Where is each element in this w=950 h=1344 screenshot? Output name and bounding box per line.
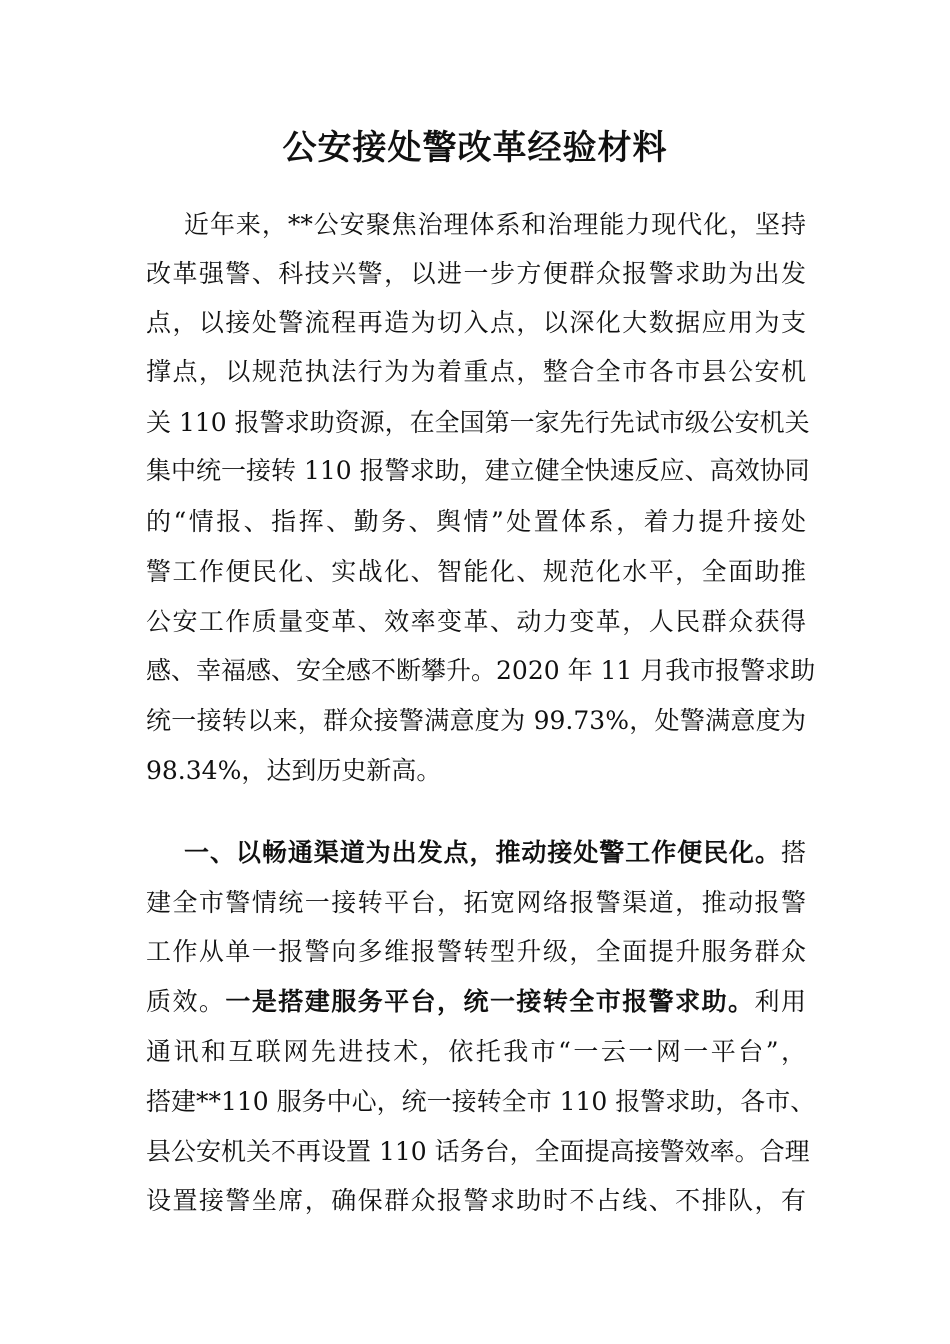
sub-heading: 一是搭建服务平台，统一接转全市报警求助。 xyxy=(225,987,755,1016)
text-line: 98.34%，达到历史新高。 xyxy=(146,756,442,785)
line-prefix: 质效。 xyxy=(146,987,226,1016)
text-line: 县公安机关不再设置 110 话务台，全面提高接警效率。合理 xyxy=(146,1137,810,1166)
text-line: 设置接警坐席，确保群众报警求助时不占线、不排队，有 xyxy=(146,1186,806,1215)
text-line: 集中统一接转 110 报警求助，建立健全快速反应、高效协同 xyxy=(146,456,810,485)
sub-heading-line xyxy=(146,982,806,1022)
text-line: 搭建**110 服务中心，统一接转全市 110 报警求助，各市、 xyxy=(146,1087,816,1116)
text-line: 改革强警、科技兴警，以进一步方便群众报警求助为出发 xyxy=(146,259,806,288)
text-line: 关 110 报警求助资源，在全国第一家先行先试市级公安机关 xyxy=(146,408,810,437)
section-heading-line xyxy=(184,833,806,873)
document-title: 公安接处警改革经验材料 xyxy=(282,128,668,168)
text-line: 统一接转以来，群众接警满意度为 99.73%，处警满意度为 xyxy=(146,706,806,735)
section-heading-tail: 搭 xyxy=(780,838,806,867)
text-line: 建全市警情统一接转平台，拓宽网络报警渠道，推动报警 xyxy=(146,888,806,917)
text-line: 公安工作质量变革、效率变革、动力变革，人民群众获得 xyxy=(146,607,806,636)
text-line: 工作从单一报警向多维报警转型升级，全面提升服务群众 xyxy=(146,937,806,966)
text-line: 警工作便民化、实战化、智能化、规范化水平，全面助推 xyxy=(146,557,806,586)
sub-heading-tail: 利用 xyxy=(754,987,806,1016)
text-line: 的“情报、指挥、勤务、舆情”处置体系，着力提升接处 xyxy=(146,507,806,536)
text-line: 撑点，以规范执法行为为着重点，整合全市各市县公安机 xyxy=(146,357,806,386)
text-line: 近年来，**公安聚焦治理体系和治理能力现代化，坚持 xyxy=(184,210,806,239)
text-line: 点，以接处警流程再造为切入点，以深化大数据应用为支 xyxy=(146,308,806,337)
text-line: 感、幸福感、安全感不断攀升。2020 年 11 月我市报警求助 xyxy=(146,656,816,685)
text-line: 通讯和互联网先进技术，依托我市“一云一网一平台”， xyxy=(146,1037,806,1066)
section-heading: 一、以畅通渠道为出发点，推动接处警工作便民化。 xyxy=(184,838,781,867)
